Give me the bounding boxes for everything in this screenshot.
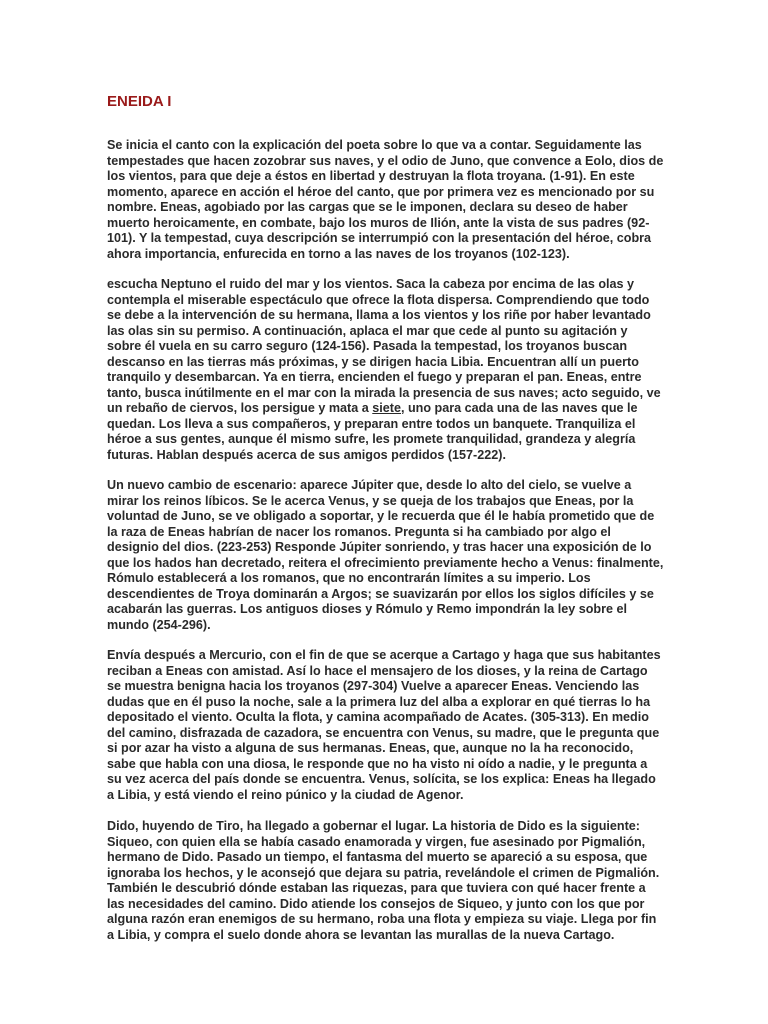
document-title: ENEIDA I xyxy=(107,93,172,110)
paragraph-5: Dido, huyendo de Tiro, ha llegado a gobernar el lugar. La historia de Dido es la siguiente: Siqueo, con quien ella se había casado enamorada y virgen, fue asesinado por Pigmalión, hermano de Dido. Pasado un tiempo, el fantasma del muerto se apareció a su esposa, que ignoraba los hechos, y le aconsejó que dejara su patria, revelándole el crimen de Pigmalión. También le descubrió dónde estaban las riquezas, para que tuviera con qué hacer frente a las necesidades del camino. Dido atiende los consejos de Siqueo, y junto con los que por alguna razón eran enemigos de su hermano, roba una flota y empieza su viaje. Llega por fin a Libia, y compra el suelo donde ahora se levantan las murallas de la nueva Cartago. xyxy=(107,819,660,942)
document-page xyxy=(107,93,665,958)
paragraph-2 xyxy=(107,277,665,463)
underlined-word-siete: siete xyxy=(372,401,401,415)
paragraph-4: Envía después a Mercurio, con el fin de que se acerque a Cartago y haga que sus habitantes reciban a Eneas con amistad. Así lo hace el mensajero de los dioses, y la reina de Cartago se muestra benigna hacia los troyanos (297-304) Vuelve a aparecer Eneas. Venciendo las dudas que en él puso la noche, sale a la primera luz del alba a explorar en qué tierras lo ha depositado el viento. Oculta la flota, y camina acompañado de Acates. (305-313). En medio del camino, disfrazada de cazadora, se encuentra con Venus, su madre, que le pregunta que si por azar ha visto a alguna de sus hermanas. Eneas, que, aunque no la ha reconocido, sabe que habla con una diosa, le responde que no ha visto ni oído a nadie, y le pregunta a su vez acerca del país donde se encuentra. Venus, solícita, se los explica: Eneas ha llegado a Libia, y está viendo el reino púnico y la ciudad de Agenor. xyxy=(107,648,661,802)
paragraph-1: Se inicia el canto con la explicación del poeta sobre lo que va a contar. Seguidamente las tempestades que hacen zozobrar sus naves, y el odio de Juno, que convence a Eolo, dios de los vientos, para que deje a éstos en libertad y destruyan la flota troyana. (1-91). En este momento, aparece en acción el héroe del canto, que por primera vez es mencionado por su nombre. Eneas, agobiado por las cargas que se le imponen, declara su deseo de haber muerto heroicamente, en combate, bajo los muros de Ilión, ante la vista de sus padres (92-101). Y la tempestad, cuya descripción se interrumpió con la presentación del héroe, cobra ahora importancia, enfurecida en torno a las naves de los troyanos (102-123). xyxy=(107,138,664,261)
paragraph-2-part-2: , uno para cada una de las naves que le quedan. Los lleva a sus compañeros, y preparan entre todos un banquete. Tranquiliza el héroe a sus gentes, aunque él mismo sufre, les promete tranquilidad, grandeza y alegría futuras. Hablan después acerca de sus amigos perdidos (157-222). xyxy=(107,401,638,462)
paragraph-2-part-1: escucha Neptuno el ruido del mar y los vientos. Saca la cabeza por encima de las olas y contempla el miserable espectáculo que ofrece la flota dispersa. Comprendiendo que todo se debe a la intervención de su hermana, llama a los vientos y los riñe por haber levantado las olas sin su permiso. A continuación, aplaca el mar que cede al punto su agitación y sobre él vuela en su carro seguro (124-156). Pasada la tempestad, los troyanos buscan descanso en las tierras más próximas, y se dirigen hacia Libia. Encuentran allí un puerto tranquilo y desembarcan. Ya en tierra, encienden el fuego y preparan el pan. Eneas, entre tanto, busca inútilmente en el mar con la mirada la presencia de sus naves; acto seguido, ve un rebaño de ciervos, los persigue y mata a xyxy=(107,277,661,415)
paragraph-3: Un nuevo cambio de escenario: aparece Júpiter que, desde lo alto del cielo, se vuelve a mirar los reinos líbicos. Se le acerca Venus, y se queja de los trabajos que Eneas, por la voluntad de Juno, se ve obligado a soportar, y le recuerda que él le había prometido que de la raza de Eneas habrían de nacer los romanos. Pregunta si ha cambiado por algo el designio del dios. (223-253) Responde Júpiter sonriendo, y tras hacer una exposición de lo que los hados han decretado, reitera el ofrecimiento previamente hecho a Venus: finalmente, Rómulo establecerá a los romanos, que no encontrarán límites a su imperio. Los descendientes de Troya dominarán a Argos; se suavizarán por ellos los siglos difíciles y se acabarán las guerras. Los antiguos dioses y Rómulo y Remo impondrán la ley sobre el mundo (254-296). xyxy=(107,478,664,632)
